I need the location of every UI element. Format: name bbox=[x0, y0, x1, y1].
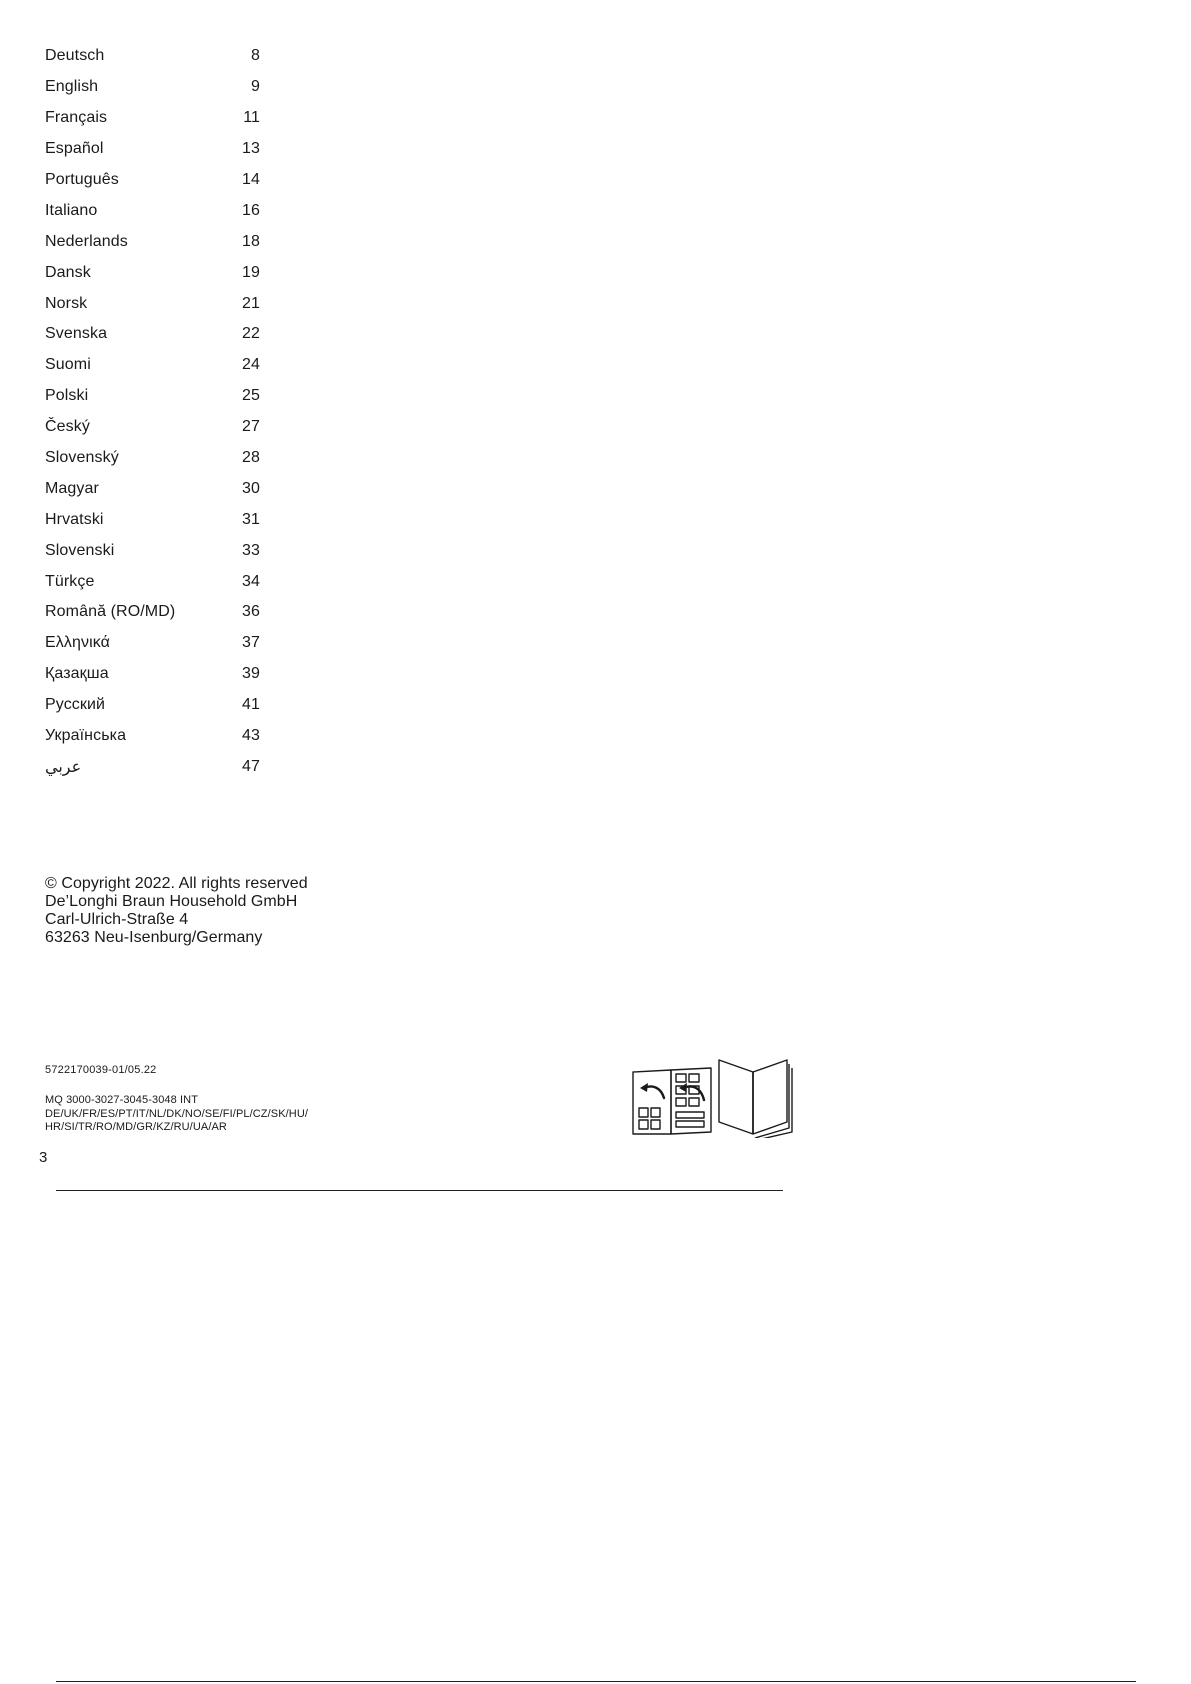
toc-row bbox=[45, 597, 267, 628]
toc-row bbox=[45, 103, 267, 134]
language-page-number: 13 bbox=[242, 140, 260, 158]
page-number: 3 bbox=[39, 1149, 48, 1166]
toc-row bbox=[45, 504, 267, 535]
toc-row bbox=[45, 288, 267, 319]
country-codes-line-2: HR/SI/TR/RO/MD/GR/KZ/RU/UA/AR bbox=[45, 1121, 227, 1133]
language-page-number: 14 bbox=[242, 171, 260, 188]
language-page-number: 36 bbox=[242, 603, 260, 621]
language-name: Slovenský bbox=[45, 449, 119, 467]
language-page-number: 19 bbox=[242, 263, 260, 281]
language-page-number: 9 bbox=[251, 78, 260, 96]
language-page-number: 41 bbox=[242, 696, 260, 714]
language-page-number: 31 bbox=[242, 510, 260, 528]
language-page-number: 37 bbox=[242, 634, 260, 652]
toc-row bbox=[45, 41, 267, 72]
language-name: Українська bbox=[45, 727, 127, 745]
language-name: Қазақша bbox=[45, 665, 109, 683]
company-city: 63263 Neu-Isenburg/Germany bbox=[45, 929, 263, 946]
company-street: Carl-Ulrich-Straße 4 bbox=[45, 911, 189, 928]
language-name: Český bbox=[45, 418, 90, 436]
language-name: Ελληνικά bbox=[45, 634, 110, 652]
toc-row bbox=[45, 535, 267, 566]
language-page-number: 43 bbox=[242, 727, 260, 745]
language-page-number: 21 bbox=[242, 294, 260, 312]
language-name: Magyar bbox=[45, 479, 99, 497]
toc-row bbox=[45, 257, 267, 288]
toc-row bbox=[45, 751, 267, 782]
language-name: Nederlands bbox=[45, 232, 128, 250]
toc-row bbox=[45, 72, 267, 103]
language-page-number: 28 bbox=[242, 449, 260, 467]
model-numbers: MQ 3000-3027-3045-3048 INT bbox=[45, 1094, 199, 1106]
language-name: Hrvatski bbox=[45, 510, 104, 528]
toc-row bbox=[45, 381, 267, 412]
toc-row bbox=[45, 350, 267, 381]
language-page-number: 11 bbox=[243, 109, 260, 127]
language-name: Italiano bbox=[45, 201, 98, 219]
toc-row bbox=[45, 412, 267, 443]
language-name: Español bbox=[45, 140, 104, 158]
language-name: Norsk bbox=[45, 294, 88, 312]
company-name: De’Longhi Braun Household GmbH bbox=[45, 893, 298, 910]
toc-row bbox=[45, 721, 267, 752]
page-bottom-line bbox=[56, 1681, 1136, 1682]
copyright-block bbox=[45, 875, 308, 947]
toc-row bbox=[45, 566, 267, 597]
toc-row bbox=[45, 628, 267, 659]
language-name: Русский bbox=[45, 696, 106, 714]
toc-row bbox=[45, 319, 267, 350]
language-index bbox=[45, 41, 267, 782]
language-page-number: 47 bbox=[242, 757, 260, 775]
language-page-number: 22 bbox=[242, 325, 260, 343]
language-name: Română (RO/MD) bbox=[45, 603, 176, 621]
language-name: Polski bbox=[45, 387, 89, 405]
language-name: Slovenski bbox=[45, 541, 115, 559]
toc-row bbox=[45, 195, 267, 226]
document-code: 5722170039-01/05.22 bbox=[45, 1064, 157, 1076]
language-name: Svenska bbox=[45, 325, 108, 343]
language-name: Deutsch bbox=[45, 47, 105, 65]
toc-row bbox=[45, 443, 267, 474]
language-page-number: 27 bbox=[242, 418, 260, 436]
language-name: عربي bbox=[45, 758, 82, 776]
divider-line bbox=[56, 1190, 783, 1191]
language-page-number: 34 bbox=[242, 572, 260, 590]
toc-row bbox=[45, 226, 267, 257]
language-name: Dansk bbox=[45, 263, 91, 281]
language-page-number: 16 bbox=[242, 201, 260, 219]
language-name: Suomi bbox=[45, 356, 91, 374]
toc-row bbox=[45, 165, 267, 196]
toc-row bbox=[45, 659, 267, 690]
toc-row bbox=[45, 134, 267, 165]
toc-row bbox=[45, 690, 267, 721]
language-page-number: 39 bbox=[242, 665, 260, 683]
language-name: Français bbox=[45, 109, 108, 127]
language-name: Türkçe bbox=[45, 572, 95, 590]
language-name: English bbox=[45, 78, 99, 96]
language-page-number: 18 bbox=[242, 232, 260, 250]
language-page-number: 24 bbox=[242, 356, 260, 374]
language-page-number: 8 bbox=[251, 47, 260, 65]
country-codes-line-1: DE/UK/FR/ES/PT/IT/NL/DK/NO/SE/FI/PL/CZ/SK/HU/ bbox=[45, 1107, 309, 1120]
language-page-number: 30 bbox=[242, 479, 260, 497]
toc-row bbox=[45, 473, 267, 504]
model-list bbox=[45, 1094, 308, 1135]
fold-out-booklet-icon bbox=[631, 1058, 796, 1138]
language-page-number: 33 bbox=[242, 541, 260, 559]
copyright-line: © Copyright 2022. All rights reserved bbox=[45, 875, 308, 892]
language-page-number: 25 bbox=[242, 387, 260, 405]
language-name: Português bbox=[45, 171, 119, 188]
